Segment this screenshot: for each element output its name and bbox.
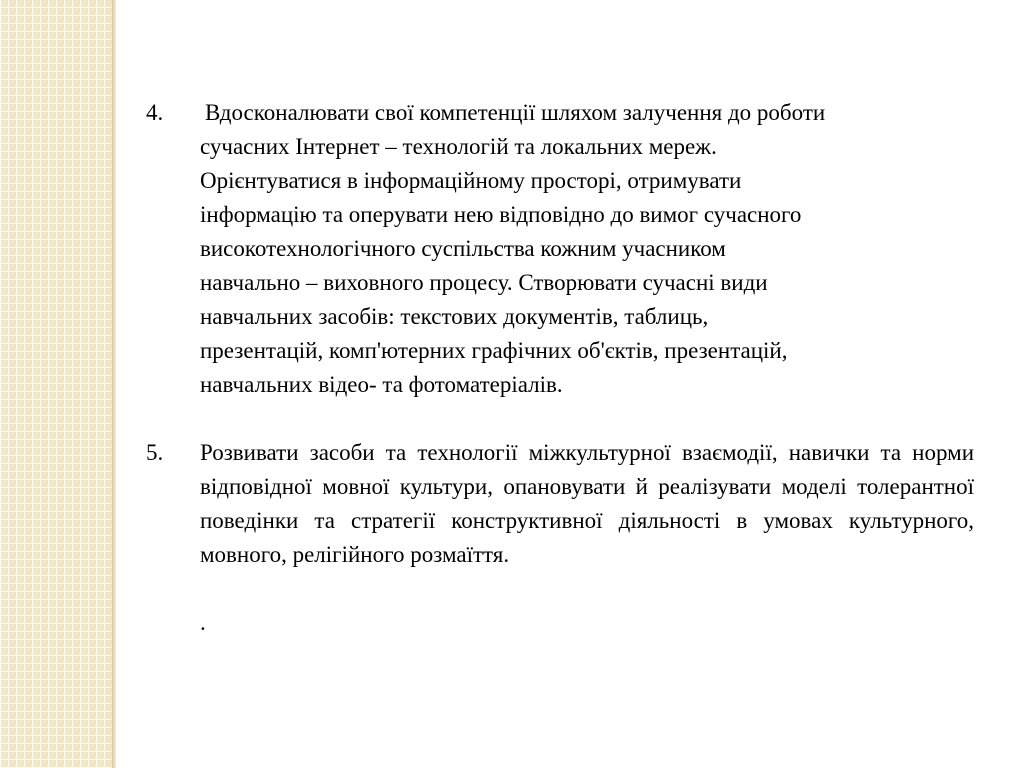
list-item-4 (146, 96, 974, 402)
text-line: Орієнтуватися в інформаційному просторі, отримувати (200, 168, 742, 193)
text-line: Вдосконалювати свої компетенції шляхом залучення до роботи (205, 100, 826, 125)
text-line: навчальних засобів: текстових документів, таблиць, (200, 304, 709, 329)
text-line: сучасних Інтернет – технологій та локальних мереж. (200, 134, 717, 159)
list-item-number: 5. (146, 440, 164, 465)
decorative-side-band (0, 0, 112, 768)
slide-content (146, 96, 974, 640)
decorative-band-edge (112, 0, 116, 768)
text-line: навчально – виховного процесу. Створювати сучасні види (200, 270, 768, 295)
list-item-5 (146, 436, 974, 572)
text-line: презентацій, комп'ютерних графічних об'єктів, презентацій, (200, 338, 788, 363)
text-line: навчальних відео- та фотоматеріалів. (200, 372, 563, 397)
list-item-text: Розвивати засоби та технології міжкультурної взаємодії, навички та норми відповідної мовної культури, опановувати й реалізувати моделі толерантної поведінки та стратегії конструктивної діяльності в умовах культурного, мовного, релігійного розмаїття. (200, 440, 974, 567)
text-line: інформацію та оперувати нею відповідно до вимог сучасного (200, 202, 802, 227)
list-item-number: 4. (146, 100, 164, 125)
text-line: високотехнологічного суспільства кожним учасником (200, 236, 726, 261)
list-item-text (200, 96, 974, 402)
trailing-dot: . (200, 610, 206, 635)
